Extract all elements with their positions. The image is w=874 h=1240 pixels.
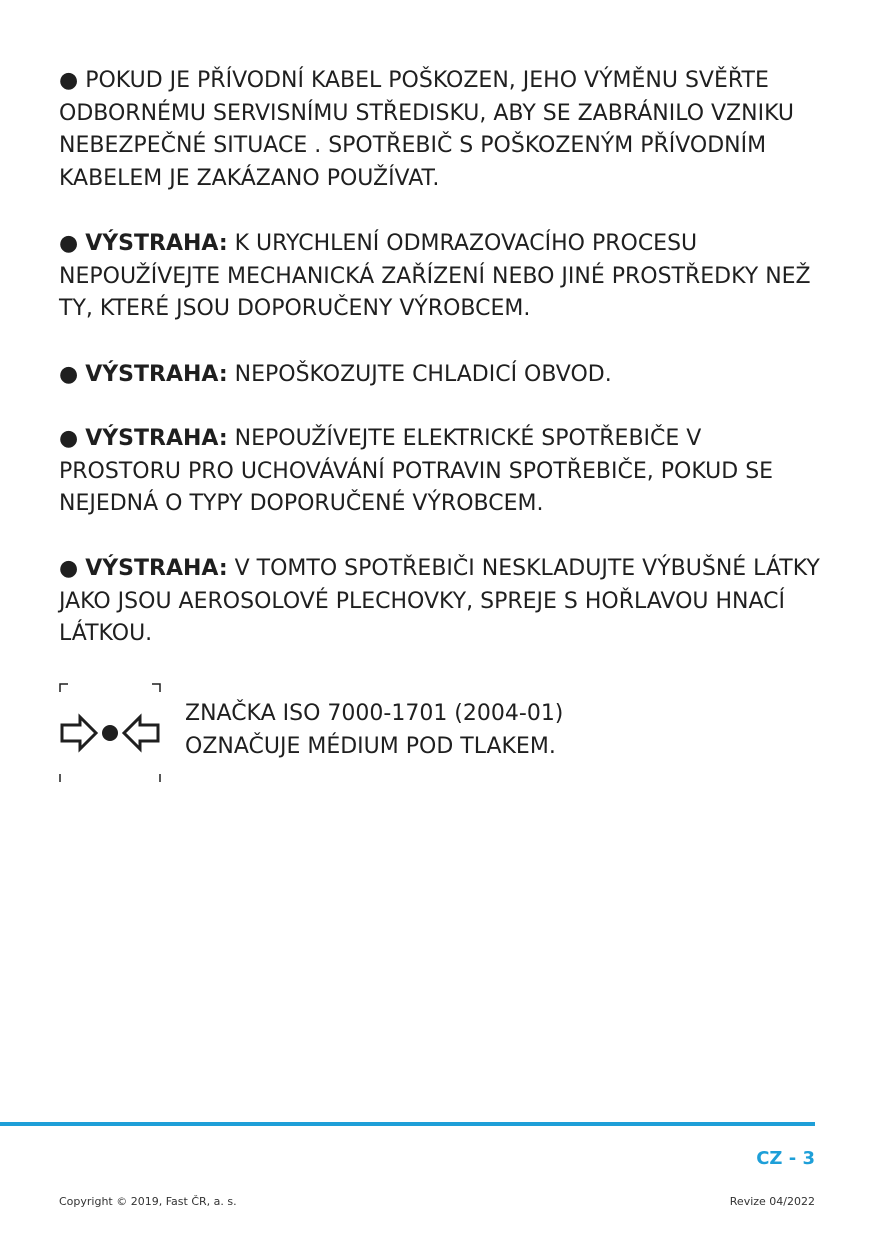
paragraph-electrical-warning [59, 423, 829, 521]
iso-symbol-description [185, 698, 785, 763]
copyright-text: Copyright © 2019, Fast ČR, a. s. [59, 1195, 237, 1208]
warning-label: VÝSTRAHA: [85, 362, 228, 387]
paragraph-text: NEPOUŽÍVEJTE ELEKTRICKÉ SPOTŘEBIČE V PROSTORU PRO UCHOVÁVÁNÍ POTRAVIN SPOTŘEBIČE, POKUD SE NEJEDNÁ O TYPY DOPORUČENÉ VÝROBCEM. [59, 426, 774, 516]
bullet: ● [59, 426, 79, 451]
page-number: CZ - 3 [756, 1148, 815, 1169]
warning-label: VÝSTRAHA: [85, 556, 228, 581]
paragraph-text: V TOMTO SPOTŘEBIČI NESKLADUJTE VÝBUŠNÉ LÁTKY JAKO JSOU AEROSOLOVÉ PLECHOVKY, SPREJE S HOŘLAVOU HNACÍ LÁTKOU. [59, 556, 820, 646]
revision-text: Revize 04/2022 [729, 1195, 815, 1208]
paragraph-circuit-warning [59, 359, 829, 392]
iso-line-2: OZNAČUJE MÉDIUM POD TLAKEM. [185, 733, 556, 759]
bullet: ● [59, 231, 79, 256]
paragraph-explosive-warning [59, 553, 829, 651]
paragraph-defrost-warning [59, 228, 829, 326]
footer-divider [0, 1122, 815, 1126]
iso-line-1: ZNAČKA ISO 7000-1701 (2004-01) [185, 701, 564, 726]
paragraph-cable-warning [59, 65, 829, 195]
bullet: ● [59, 556, 79, 581]
warning-label: VÝSTRAHA: [85, 426, 228, 451]
paragraph-text: NEPOŠKOZUJTE CHLADICÍ OBVOD. [234, 362, 612, 387]
warning-label: VÝSTRAHA: [85, 231, 228, 256]
paragraph-text: POKUD JE PŘÍVODNÍ KABEL POŠKOZEN, JEHO VÝMĚNU SVĚŘTE ODBORNÉMU SERVISNÍMU STŘEDISKU, ABY SE ZABRÁNILO VZNIKU NEBEZPEČNÉ SITUACE . SPOTŘEBIČ S POŠKOZENÝM PŘÍVODNÍM KABELEM JE ZAKÁZANO POUŽÍVAT. [59, 68, 795, 191]
bullet: ● [59, 362, 79, 387]
bullet: ● [59, 68, 79, 93]
pressurized-medium-icon [58, 682, 162, 782]
paragraph-text: K URYCHLENÍ ODMRAZOVACÍHO PROCESU NEPOUŽÍVEJTE MECHANICKÁ ZAŘÍZENÍ NEBO JINÉ PROSTŘEDKY NEŽ TY, KTERÉ JSOU DOPORUČENY VÝROBCEM. [59, 231, 811, 321]
